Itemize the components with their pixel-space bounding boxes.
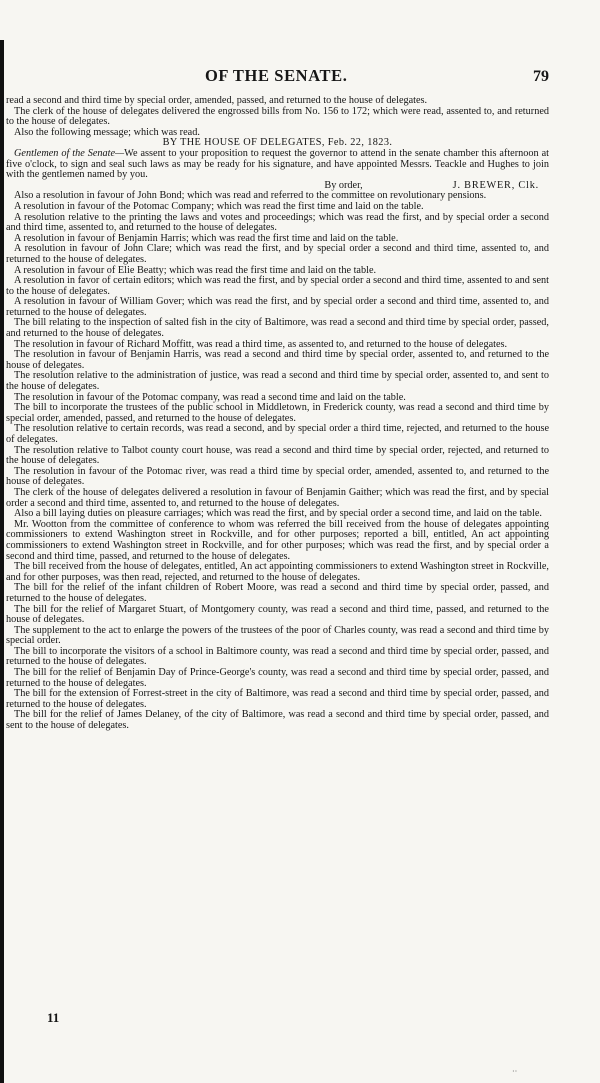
print-speck: ··: [512, 1067, 518, 1076]
signature-mark: 11: [47, 1010, 60, 1025]
paragraph: The bill for the relief of Margaret Stuart, of Montgomery county, was read a second and third time, passed, and returned to the house of delegates.: [6, 603, 549, 626]
paragraph: A resolution in favour of Benjamin Harris; which was read the first time and laid on the table.: [14, 232, 399, 244]
paragraph: The resolution in favour of Richard Moffitt, was read a third time, as assented to, and returned to the house of delegates.: [14, 338, 508, 350]
paragraph: Also a resolution in favour of John Bond; which was read and referred to the committee on revolutionary pensions.: [14, 190, 487, 202]
paragraph: The resolution in favour of the Potomac river, was read a third time by special order, amended, assented to, and returned to the house of delegates.: [6, 465, 549, 488]
page-binding-edge: [0, 40, 4, 1083]
paragraph: The bill relating to the inspection of salted fish in the city of Baltimore, was read a second and third time by special order, passed, and returned to the house of delegates.: [6, 317, 549, 340]
page-number: 79: [533, 68, 549, 85]
journal-body: [6, 96, 549, 732]
paragraph: read a second and third time by special order, amended, passed, and returned to the house of delegates.: [6, 95, 428, 106]
paragraph: A resolution relative to the printing the laws and votes and proceedings; which was read the first, and by special order a second and third time, assented to, and returned to the house of delegates.: [6, 211, 549, 234]
paragraph: The resolution relative to the administration of justice, was read a second and third time by special order, assented to, and sent to the house of delegates.: [6, 370, 549, 393]
message-body: [6, 149, 549, 181]
paragraph: Mr. Wootton from the committee of conference to whom was referred the bill received from the house of delegates appointing commissioners to extend Washington street in Rockville, and for other purposes; reported a bill, entitled, An act appointing commissioners to extend Washington street in Rockville, and for other purposes; which was read the first, and by special order a second and third time, passed, and returned to the house of delegates.: [6, 518, 549, 562]
message-heading: BY THE HOUSE OF DELEGATES, Feb. 22, 1823.: [162, 137, 393, 149]
paragraph: A resolution in favour of John Clare; which was read the first, and by special order a second and third time, assented to, and returned to the house of delegates.: [6, 243, 549, 265]
paragraph: The resolution in favour of Benjamin Harris, was read a second and third time by special order, assented to, and returned to the house of delegates.: [6, 349, 549, 371]
paragraph: A resolution in favour of William Gover; which was read the first, and by special order a second and third time, assented to, and returned to the house of delegates.: [6, 296, 549, 318]
message-order: By order,: [324, 179, 363, 191]
paragraph: The supplement to the act to enlarge the powers of the trustees of the poor of Charles county, was read a second and third time by special order.: [6, 624, 549, 647]
running-head: OF THE SENATE.: [205, 66, 348, 85]
paragraph: The bill to incorporate the visitors of a school in Baltimore county, was read a second and third time by special order, passed, and returned to the house of delegates.: [6, 645, 549, 668]
paragraph: A resolution in favour of the Potomac Company; which was read the first time and laid on the table.: [14, 200, 424, 212]
paragraph: Also the following message; which was read.: [14, 126, 200, 138]
paragraph: The bill to incorporate the trustees of the public school in Middletown, in Frederick county, was read a second and third time by special order, amended, passed, and returned to the house of delegates.: [6, 402, 549, 424]
message-text: We assent to your proposition to request the governor to attend in the senate chamber this afternoon at five o'clock, to sign and seal such laws as may be ready for his signature, and have appointed Messrs. Teackle and Hughes to join with the gentlemen named by you.: [6, 147, 549, 181]
paragraph: The resolution relative to Talbot county court house, was read a second and third time by special order, rejected, and returned to the house of delegates.: [6, 444, 549, 467]
paragraph: The bill for the relief of the infant children of Robert Moore, was read a second and third time by special order, passed, and returned to the house of delegates.: [6, 582, 549, 604]
paragraph: The clerk of the house of delegates delivered the engrossed bills from No. 156 to 172; which were read, assented to, and returned to the house of delegates.: [6, 105, 549, 128]
paragraph: Also a bill laying duties on pleasure carriages; which was read the first, and by special order a second time, and laid on the table.: [14, 508, 542, 520]
paragraph: The resolution relative to certain records, was read a second, and by special order a third time, rejected, and returned to the house of delegates.: [6, 423, 549, 445]
paragraph: The bill for the relief of James Delaney, of the city of Baltimore, was read a second and third time by special order, passed, and sent to the house of delegates.: [6, 709, 549, 732]
paragraph: The bill for the relief of Benjamin Day of Prince-George's county, was read a second and third time by special order, passed, and returned to the house of delegates.: [6, 667, 549, 689]
message-salutation: Gentlemen of the Senate—: [14, 147, 125, 159]
paragraph: A resolution in favor of certain editors; which was read the first, and by special order a second and third time, assented to and sent to the house of delegates.: [6, 275, 549, 297]
paragraph: The bill for the extension of Forrest-street in the city of Baltimore, was read a second and third time by special order, passed, and returned to the house of delegates.: [6, 688, 549, 710]
message-signer: J. BREWER, Clk.: [452, 179, 539, 191]
paragraph: The clerk of the house of delegates delivered a resolution in favour of Benjamin Gaither; which was read the first, and by special order a second and third time, assented to, and returned to the house of delegates.: [6, 486, 549, 509]
paragraph: The bill received from the house of delegates, entitled, An act appointing commissioners to extend Washington street in Rockville, and for other purposes, was then read, rejected, and returned to the house of delegates.: [6, 561, 549, 583]
paragraph: A resolution in favour of Elie Beatty; which was read the first time and laid on the table.: [14, 264, 377, 276]
paragraph: The resolution in favour of the Potomac company, was read a second time and laid on the table.: [14, 391, 406, 403]
